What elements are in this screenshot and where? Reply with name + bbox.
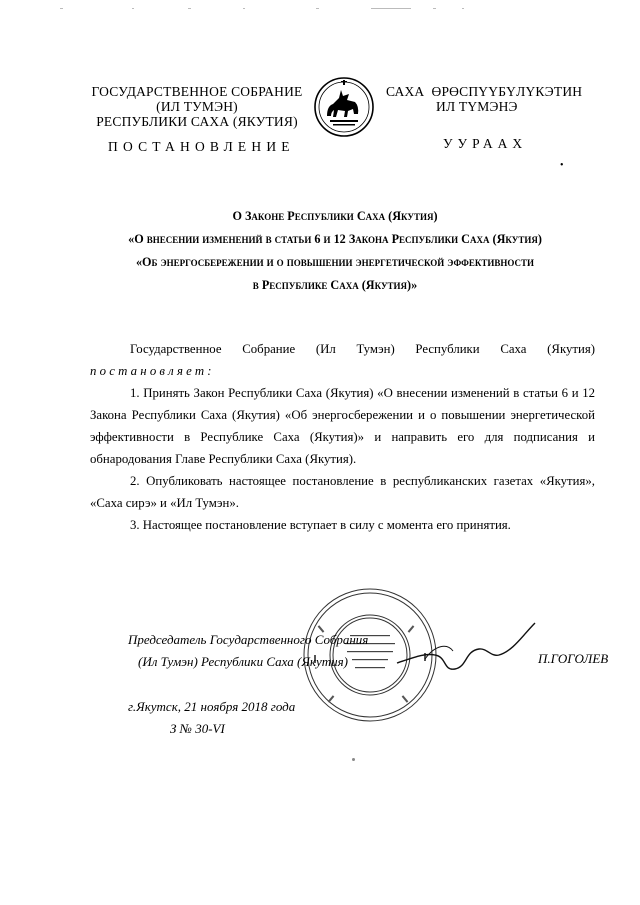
handwritten-signature-icon [395,615,540,685]
signatory-title-line2: (Ил Тумэн) Республики Саха (Якутия) [138,654,348,669]
document-title [70,205,600,297]
place-date-block [128,696,295,740]
document-body [90,338,595,536]
title-line1: О Законе Республики Саха (Якутия) [232,209,438,223]
document-number: З № 30-VI [170,721,225,736]
header-left-line3: РЕСПУБЛИКИ САХА (ЯКУТИЯ) [96,114,298,129]
scan-noise [0,0,640,14]
resolves-line: постановляет: [90,364,215,378]
title-line2: «О внесении изменений в статьи 6 и 12 Закона Республики Саха (Якутия) [128,232,542,246]
header-right-line1: САХА ӨРӨСПҮҮБҮЛҮКЭТИН [386,84,583,99]
signatory-title [128,629,368,673]
title-line4: в Республике Саха (Якутия)» [252,278,418,292]
header-left-line2: (ИЛ ТУМЭН) [156,99,238,114]
signatory-name: П.ГОГОЛЕВ [538,651,609,666]
item-2: 2. Опубликовать настоящее постановление в республиканских газетах «Якутия», «Саха сирэ» и «Ил Тумэн». [90,474,595,510]
doc-type-yakut: УУРААХ [443,136,528,151]
intro-line: Государственное Собрание (Ил Тумэн) Республики Саха (Якутия) [130,342,595,356]
item-3: 3. Настоящее постановление вступает в силу с момента его принятия. [130,518,511,532]
header-right-line2: ИЛ ТҮМЭНЭ [436,99,518,114]
title-line3: «Об энергосбережении и о повышении энергетической эффективности [135,255,535,269]
margin-mark: • [560,160,564,171]
header-left [82,84,312,129]
header-right [386,84,596,114]
place-date: г.Якутск, 21 ноября 2018 года [128,699,296,714]
scan-speck [352,758,355,761]
header-left-line1: ГОСУДАРСТВЕННОЕ СОБРАНИЕ [91,84,303,99]
sakha-coat-of-arms-icon [313,76,375,138]
signatory-title-line1: Председатель Государственного Собрания [128,632,369,647]
item-1: 1. Принять Закон Республики Саха (Якутия) «О внесении изменений в статьи 6 и 12 Закона Республики Саха (Якутия) «Об энергосбережении и о повышении энергетической эффективности в Республике Саха (Якутия)» и направить его для подписания и обнародования Главе Республики Саха (Якутия). [90,386,595,466]
doc-type-russian: ПОСТАНОВЛЕНИЕ [108,139,295,154]
